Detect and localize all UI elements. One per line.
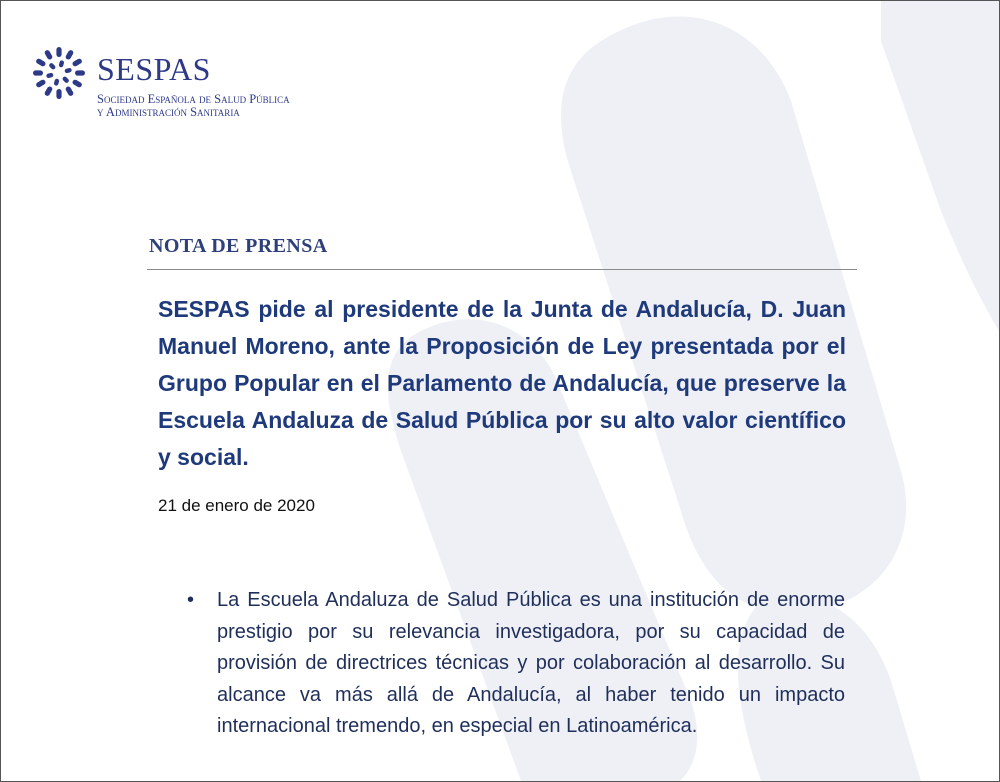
document-label: NOTA DE PRENSA [149,235,328,257]
logo-subtitle-line2: y Administración Sanitaria [97,105,240,119]
release-date: 21 de enero de 2020 [158,496,315,515]
press-release-headline: SESPAS pide al presidente de la Junta de Andalucía, D. Juan Manuel Moreno, ante la Proposición de Ley presentada por el Grupo Popular en el Parlamento de Andalucía, que preserve la Escuela Andaluza de Salud Pública por su alto valor científico y social. [158,296,846,470]
logo-subtitle-line1: Sociedad Española de Salud Pública [97,92,290,106]
bullet-marker: • [187,589,195,611]
list-item-text: La Escuela Andaluza de Salud Pública es una institución de enorme prestigio por su relevancia investigadora, por su capacidad de provisión de directrices técnicas y por colaboración al desarrollo. Su alcance va más allá de Andalucía, al haber tenido un impacto internacional tremendo, en especial en Latinoamérica. [217,589,845,737]
key-points-list [187,585,845,743]
sespas-star-mark-icon [31,45,87,101]
logo-name: SESPAS [97,51,211,87]
list-item [187,585,845,743]
heading-divider [147,269,857,270]
